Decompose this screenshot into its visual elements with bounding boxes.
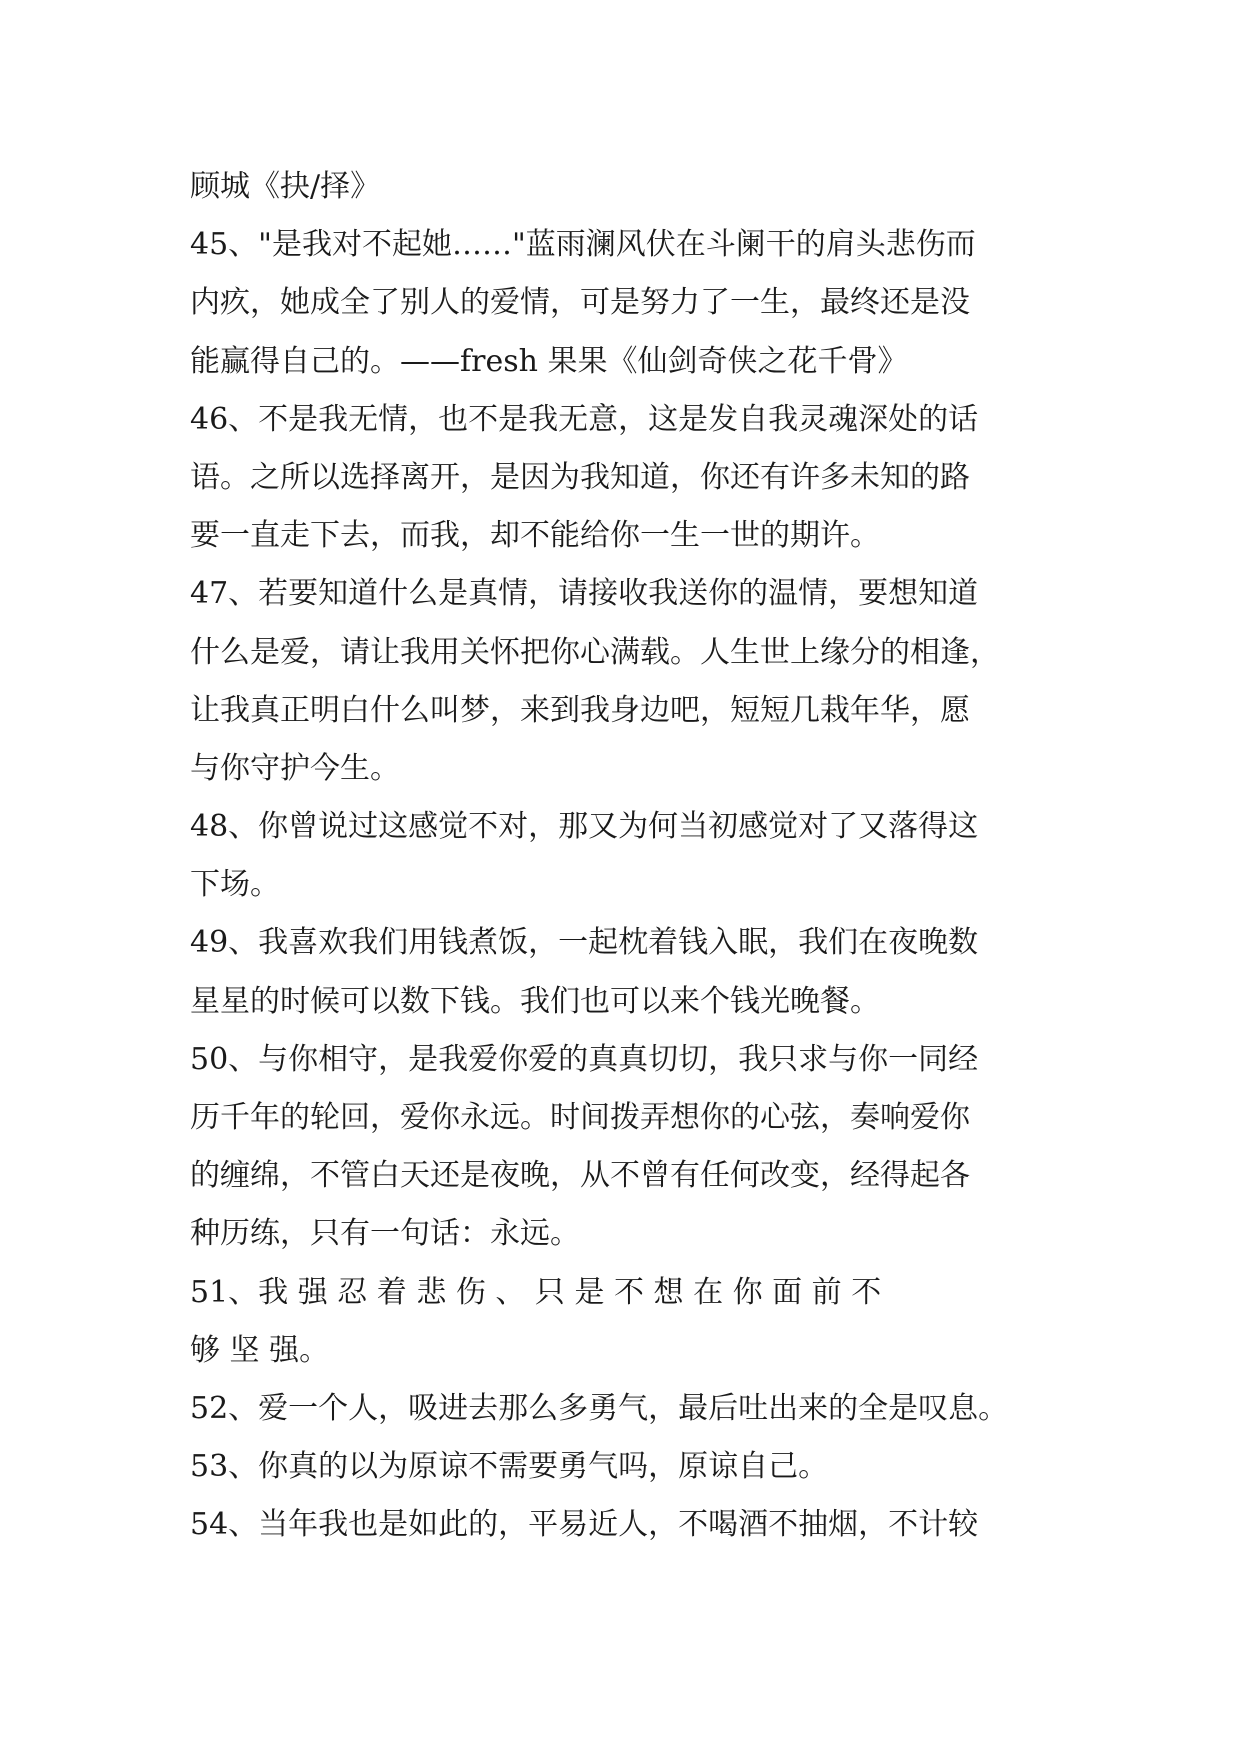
text-line: 53、你真的以为原谅不需要勇气吗，原谅自己。 [190,1449,829,1485]
text-line: 50、与你相守，是我爱你爱的真真切切，我只求与你一同经 [190,1041,979,1077]
text-line: 的缠绵，不管白天还是夜晚，从不曾有任何改变，经得起各 [190,1158,970,1194]
text-line: 内疚，她成全了别人的爱情，可是努力了一生，最终还是没 [190,285,970,321]
text-line: 要一直走下去，而我，却不能给你一生一世的期许。 [190,518,880,554]
text-line: 什么是爱，请让我用关怀把你心满载。人生世上缘分的相逢， [190,634,1000,670]
text-line: 45、"是我对不起她……"蓝雨澜风伏在斗阑干的肩头悲伤而 [190,227,976,263]
text-line: 46、不是我无情，也不是我无意，这是发自我灵魂深处的话 [190,401,979,437]
text-line: 51、我 强 忍 着 悲 伤 、 只 是 不 想 在 你 面 前 不 [190,1274,882,1310]
text-line: 能赢得自己的。——fresh 果果《仙剑奇侠之花千骨》 [190,343,908,379]
text-line: 49、我喜欢我们用钱煮饭，一起枕着钱入眠，我们在夜晚数 [190,925,979,961]
text-line: 52、爱一个人，吸进去那么多勇气，最后吐出来的全是叹息。 [190,1390,1009,1426]
text-line: 下场。 [190,867,280,903]
text-line: 够 坚 强。 [190,1332,330,1368]
text-line: 顾城《抉/择》 [190,169,381,204]
text-line: 种历练，只有一句话：永远。 [190,1216,580,1252]
text-line: 让我真正明白什么叫梦，来到我身边吧，短短几栽年华，愿 [190,692,970,728]
document-body [190,158,1070,1555]
text-line: 与你守护今生。 [190,750,400,786]
text-line: 历千年的轮回，爱你永远。时间拨弄想你的心弦，奏响爱你 [190,1100,970,1135]
text-line: 语。之所以选择离开，是因为我知道，你还有许多未知的路 [190,459,970,495]
text-line: 47、若要知道什么是真情，请接收我送你的温情，要想知道 [190,576,979,612]
text-line: 48、你曾说过这感觉不对，那又为何当初感觉对了又落得这 [190,809,979,845]
text-line: 星星的时候可以数下钱。我们也可以来个钱光晚餐。 [190,983,880,1019]
text-line: 54、当年我也是如此的，平易近人，不喝酒不抽烟，不计较 [190,1507,979,1543]
